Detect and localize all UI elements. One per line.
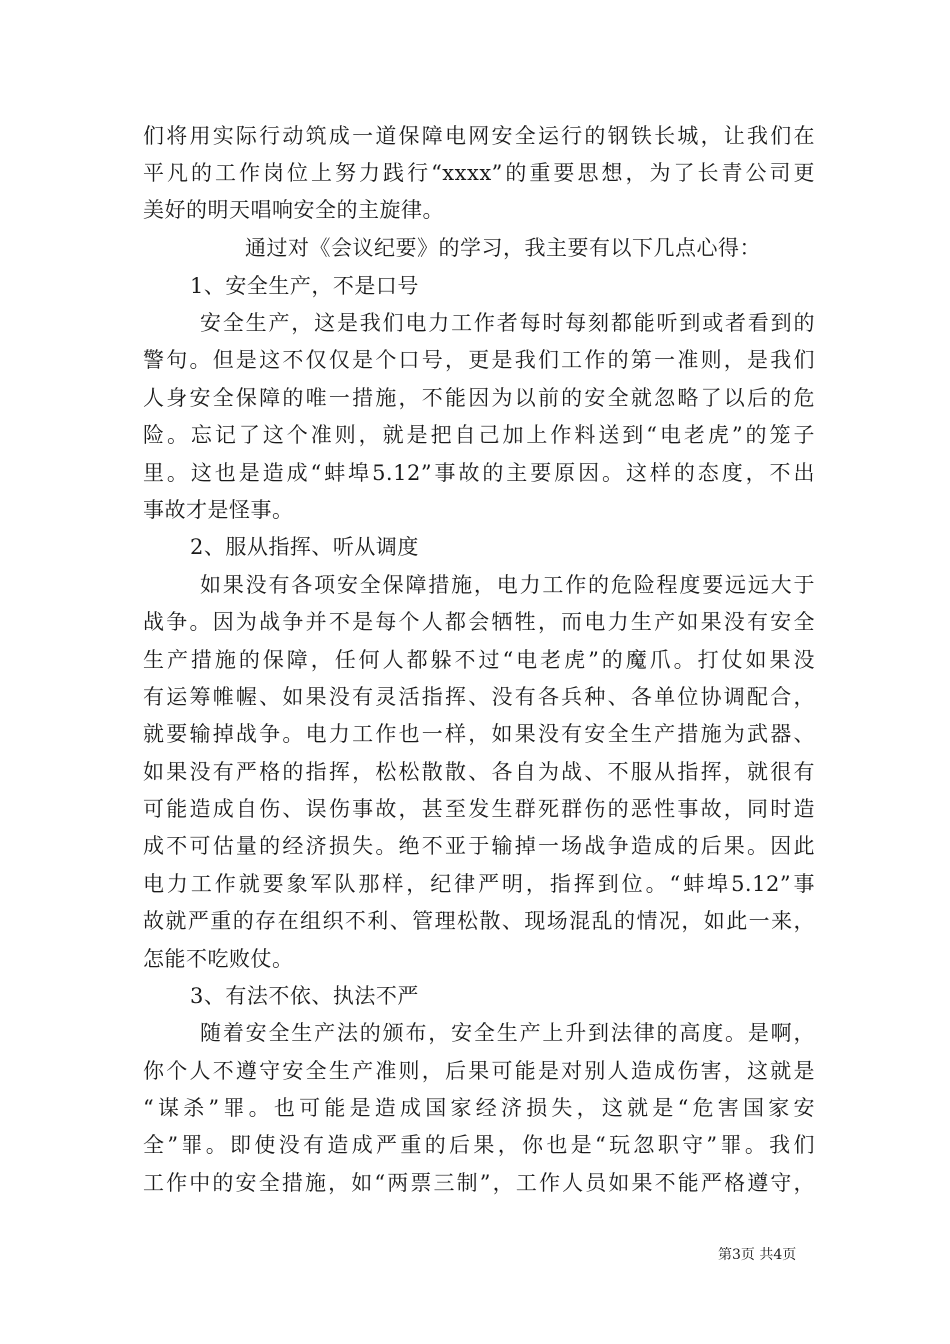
section-heading-2: 2、服从指挥、听从调度 [190, 535, 419, 559]
text-line: 随着安全生产法的颁布，安全生产上升到法律的高度。是啊， [200, 1021, 815, 1045]
section-heading-1: 1、安全生产，不是口号 [190, 274, 419, 298]
text-line: 成不可估量的经济损失。绝不亚于输掉一场战争造成的后果。因此 [143, 834, 815, 858]
text-line: 安全生产，这是我们电力工作者每时每刻都能听到或者看到的 [200, 311, 815, 335]
text-line: 平凡的工作岗位上努力践行“xxxx”的重要思想，为了长青公司更 [143, 161, 815, 185]
text-line: 们将用实际行动筑成一道保障电网安全运行的钢铁长城，让我们在 [143, 124, 815, 148]
page-number: 第3页 共4页 [718, 1247, 797, 1263]
text-line: 你个人不遵守安全生产准则，后果可能是对别人造成伤害，这就是 [143, 1059, 815, 1083]
text-line: 工作中的安全措施，如“两票三制”，工作人员如果不能严格遵守， [143, 1171, 815, 1195]
text-line: 险。忘记了这个准则，就是把自己加上作料送到“电老虎”的笼子 [143, 423, 815, 447]
text-line: 美好的明天唱响安全的主旋律。 [143, 198, 444, 222]
text-line: 如果没有各项安全保障措施，电力工作的危险程度要远远大于 [200, 573, 815, 597]
text-line: 生产措施的保障，任何人都躲不过“电老虎”的魔爪。打仗如果没 [143, 648, 815, 672]
text-line: 有运筹帷幄、如果没有灵活指挥、没有各兵种、各单位协调配合， [143, 685, 815, 709]
text-line: 人身安全保障的唯一措施，不能因为以前的安全就忽略了以后的危 [143, 386, 815, 410]
text-line: 故就严重的存在组织不利、管理松散、现场混乱的情况，如此一来， [143, 909, 815, 933]
text-line: 里。这也是造成“蚌埠5.12”事故的主要原因。这样的态度，不出 [143, 461, 815, 485]
text-line: 电力工作就要象军队那样，纪律严明，指挥到位。“蚌埠5.12”事 [143, 872, 815, 896]
text-line: 可能造成自伤、误伤事故，甚至发生群死群伤的恶性事故，同时造 [143, 797, 815, 821]
text-line: 警句。但是这不仅仅是个口号，更是我们工作的第一准则，是我们 [143, 348, 815, 372]
intro-line: 通过对《会议纪要》的学习，我主要有以下几点心得： [245, 236, 761, 260]
text-line: 怎能不吃败仗。 [143, 947, 294, 971]
section-heading-3: 3、有法不依、执法不严 [190, 984, 419, 1008]
text-line: “谋杀”罪。也可能是造成国家经济损失，这就是“危害国家安 [143, 1096, 815, 1120]
text-line: 全”罪。即使没有造成严重的后果，你也是“玩忽职守”罪。我们 [143, 1133, 815, 1157]
text-line: 战争。因为战争并不是每个人都会牺牲，而电力生产如果没有安全 [143, 610, 815, 634]
text-line: 事故才是怪事。 [143, 498, 294, 522]
text-line: 如果没有严格的指挥，松松散散、各自为战、不服从指挥，就很有 [143, 760, 815, 784]
text-line: 就要输掉战争。电力工作也一样，如果没有安全生产措施为武器、 [143, 722, 815, 746]
